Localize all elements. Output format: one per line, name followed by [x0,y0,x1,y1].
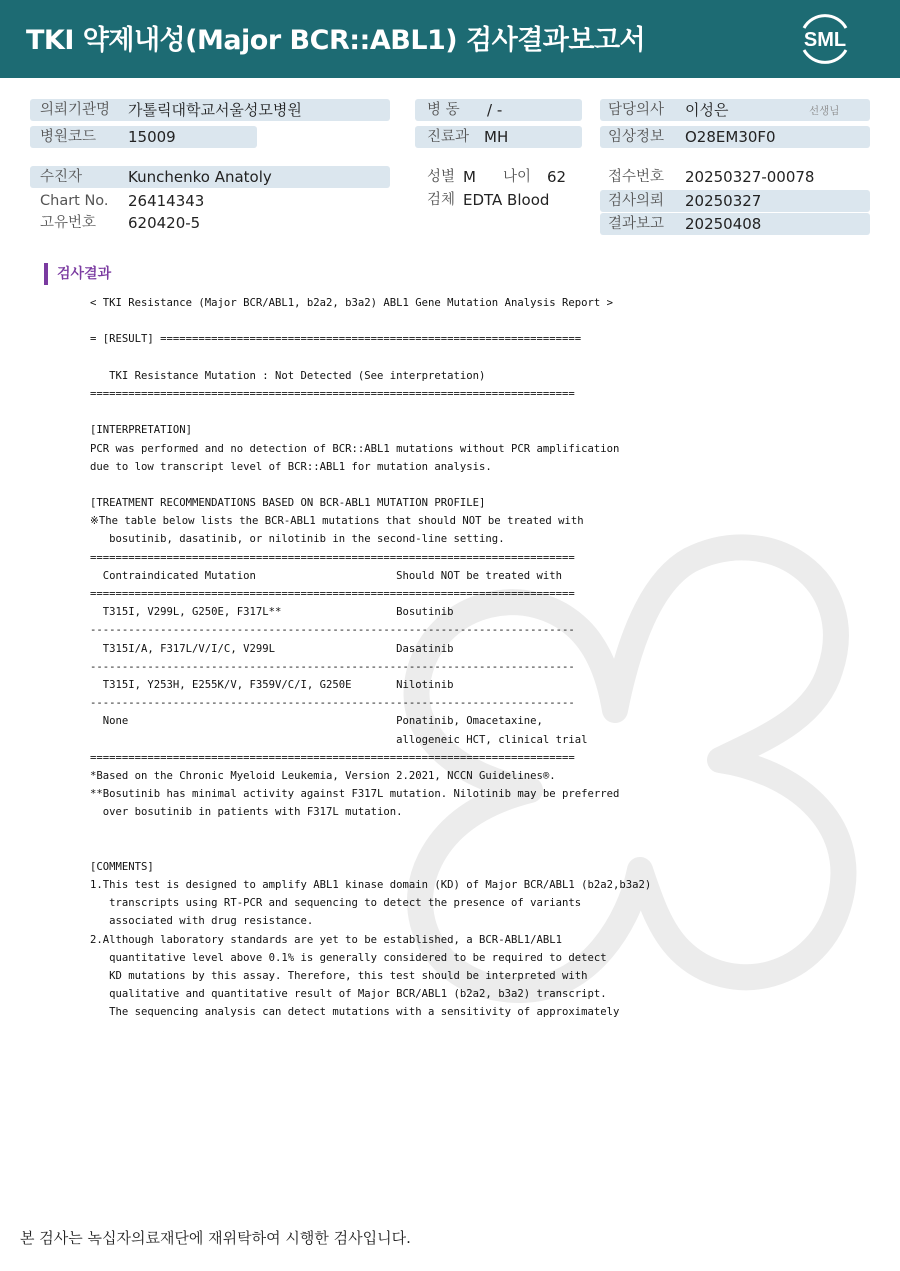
report-line: 1.This test is designed to amplify ABL1 kinase domain (KD) of Major BCR/ABL1 (b2a2,b3a2) [90,879,652,891]
physician-suffix: 선생님 [809,105,840,117]
chart-no-field [30,190,390,212]
report-line [90,349,651,367]
report-body [90,294,651,1022]
specimen-label: 검체 [427,192,456,208]
receipt-label: 접수번호 [608,169,665,185]
report-line: T315I, Y253H, E255K/V, F359V/C/I, G250E Nilotinib [90,678,454,691]
report-line: = [RESULT] ================================================================== [90,333,582,346]
chart-no-label: Chart No. [40,193,109,209]
report-line: PCR was performed and no detection of BCR::ABL1 mutations without PCR amplification [90,442,620,455]
age-label: 나이 [503,169,532,185]
ward-field [415,99,582,121]
report-line: [TREATMENT RECOMMENDATIONS BASED ON BCR-ABL1 MUTATION PROFILE] [90,497,486,510]
report-line: bosutinib, dasatinib, or nilotinib in the second-line setting. [90,533,505,546]
patient-field [30,166,390,188]
report-line [90,312,651,330]
report-line [90,840,651,858]
requesting-org-field [30,99,390,121]
report-line: ---------------------------------------------------------------------------- [90,697,575,710]
report-line: T315I/A, F317L/V/I/C, V299L Dasatinib [90,642,454,655]
clinical-info-value: O28EM30F0 [685,128,776,146]
logo-text: SML [803,29,847,51]
report-date-field [600,213,870,235]
report-line: [INTERPRETATION] [90,424,193,437]
report-line: None Ponatinib, Omacetaxine, [90,715,543,728]
clinical-info-field [600,126,870,148]
ward-label: 병 동 [427,102,460,118]
report-line: Contraindicated Mutation Should NOT be treated with [90,569,562,582]
hospital-code-label: 병원코드 [40,129,97,145]
request-date-label: 검사의뢰 [608,193,665,209]
specimen-value: EDTA Blood [463,191,550,209]
report-line: associated with drug resistance. [90,915,314,928]
report-line: T315I, V299L, G250E, F317L** Bosutinib [90,606,454,619]
report-title: TKI 약제내성(Major BCR::ABL1) 검사결과보고서 [26,25,646,56]
report-line: quantitative level above 0.1% is generally considered to be required to detect [90,951,607,964]
unique-id-field [30,212,390,234]
report-line: **Bosutinib has minimal activity against F317L mutation. Nilotinib may be preferred [90,788,620,801]
ward-value: / - [487,101,503,119]
clinical-info-label: 임상정보 [608,129,665,145]
hospital-code-value: 15009 [128,128,176,146]
unique-id-label: 고유번호 [40,215,97,231]
report-line: ※The table below lists the BCR-ABL1 mutations that should NOT be treated with [90,515,584,528]
footer-note: 본 검사는 녹십자의료재단에 재위탁하여 시행한 검사입니다. [20,1229,411,1247]
patient-value: Kunchenko Anatoly [128,168,272,186]
requesting-org-value: 가톨릭대학교서울성모병원 [128,101,302,119]
report-line: ---------------------------------------------------------------------------- [90,624,575,637]
physician-field [600,99,870,121]
request-date-field [600,190,870,212]
report-line: ---------------------------------------------------------------------------- [90,660,575,673]
receipt-field [600,166,870,188]
report-line: qualitative and quantitative result of Major BCR/ABL1 (b2a2, b3a2) transcript. [90,988,607,1001]
report-line: 2.Although laboratory standards are yet to be established, a BCR-ABL1/ABL1 [90,933,562,946]
report-line: ============================================================================ [90,751,575,764]
report-line: allogeneic HCT, clinical trial [90,733,588,746]
department-field [415,126,582,148]
report-line: [COMMENTS] [90,860,154,873]
sex-value: M [463,168,476,186]
department-value: MH [484,128,509,146]
report-line: over bosutinib in patients with F317L mutation. [90,806,403,819]
sex-label: 성별 [427,169,456,185]
report-line [90,821,651,839]
requesting-org-label: 의뢰기관명 [40,102,111,118]
report-line [90,403,651,421]
report-line: The sequencing analysis can detect mutations with a sensitivity of approximately [90,1006,620,1019]
report-line: ============================================================================ [90,551,575,564]
physician-value: 이성은 [685,101,729,119]
department-label: 진료과 [427,129,470,145]
report-line: ============================================================================ [90,588,575,600]
report-line: KD mutations by this assay. Therefore, this test should be interpreted with [90,969,588,982]
report-line: transcripts using RT-PCR and sequencing to detect the presence of variants [90,897,582,910]
receipt-value: 20250327-00078 [685,168,815,186]
report-line: ============================================================================ [90,387,575,400]
request-date-value: 20250327 [685,192,762,210]
chart-no-value: 26414343 [128,192,205,210]
report-line: TKI Resistance Mutation : Not Detected (See interpretation) [90,369,486,382]
report-date-label: 결과보고 [608,216,665,232]
report-line [90,476,651,494]
physician-label: 담당의사 [608,102,665,118]
unique-id-value: 620420-5 [128,214,201,232]
age-value: 62 [547,168,567,186]
report-date-value: 20250408 [685,215,762,233]
hospital-code-field [30,126,257,148]
report-line: < TKI Resistance (Major BCR/ABL1, b2a2, b3a2) ABL1 Gene Mutation Analysis Report > [90,297,613,309]
section-title: 검사결과 [44,263,111,285]
sml-logo [796,12,854,66]
specimen-field [415,189,582,211]
sex-age-field [415,166,582,188]
report-header [0,0,900,78]
patient-label: 수진자 [40,169,83,185]
report-line: *Based on the Chronic Myeloid Leukemia, Version 2.2021, NCCN Guidelines®. [90,769,556,782]
report-line: due to low transcript level of BCR::ABL1 for mutation analysis. [90,460,492,473]
